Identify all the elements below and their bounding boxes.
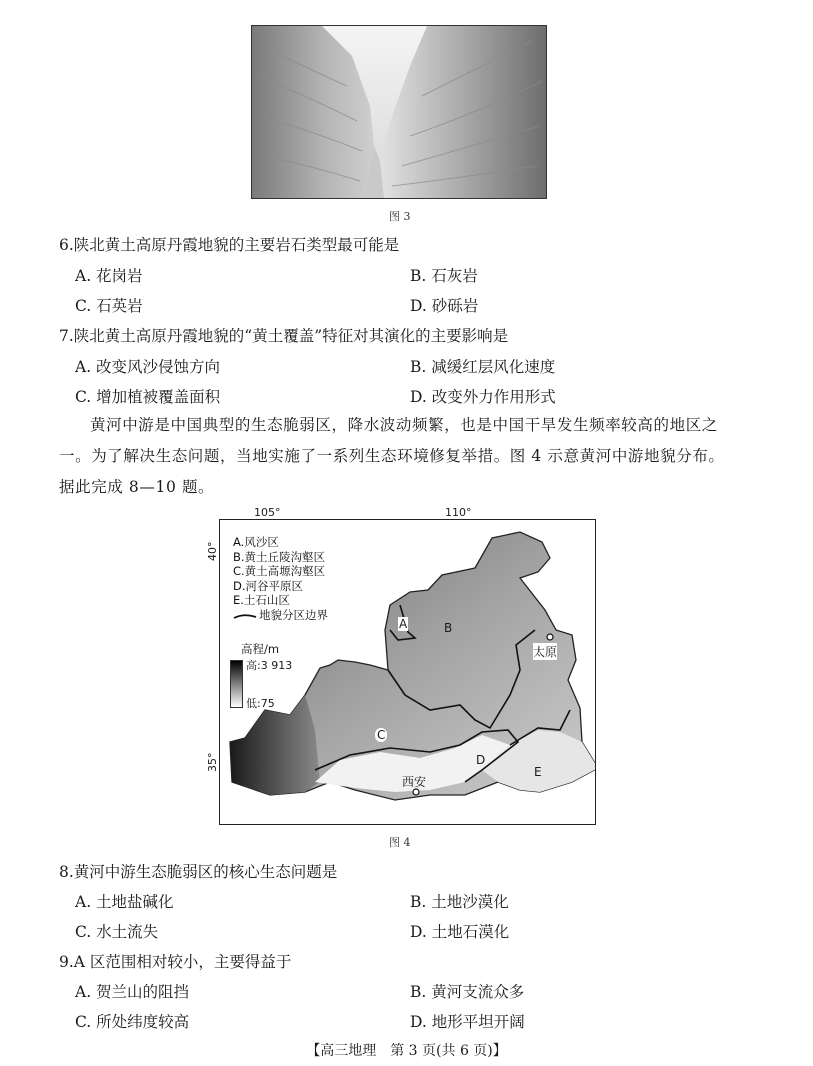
passage	[59, 410, 759, 503]
region-label-c: C	[377, 728, 386, 742]
legend-item-d: D.河谷平原区	[233, 578, 304, 593]
legend-item-b: B.黄土丘陵沟壑区	[233, 549, 326, 564]
lat-tick-35: 35°	[206, 752, 219, 772]
q9-option-b[interactable]: B. 黄河支流众多	[410, 983, 525, 1001]
q7-option-a[interactable]: A. 改变风沙侵蚀方向	[75, 358, 221, 376]
q7-option-c[interactable]: C. 增加植被覆盖面积	[75, 388, 221, 406]
passage-line-3: 据此完成 8—10 题。	[59, 478, 215, 496]
legend-item-e: E.土石山区	[233, 593, 290, 608]
lon-tick-105: 105°	[254, 506, 281, 519]
q8-option-b[interactable]: B. 土地沙漠化	[410, 893, 509, 911]
figure3-caption: 图 3	[389, 210, 411, 223]
page-footer: 【高三地理 第 3 页(共 6 页)】	[306, 1043, 507, 1059]
west-mountain-shade	[230, 695, 320, 795]
q6-option-c[interactable]: C. 石英岩	[75, 297, 143, 315]
map-legend	[233, 535, 328, 623]
passage-line-1: 黄河中游是中国典型的生态脆弱区，降水波动频繁，也是中国干旱发生频率较高的地区之	[90, 416, 718, 434]
question-9-stem: 9.A 区范围相对较小，主要得益于	[59, 953, 292, 971]
q9-option-a[interactable]: A. 贺兰山的阻挡	[75, 983, 190, 1001]
passage-line-2: 一。为了解决生态问题，当地实施了一系列生态环境修复举措。图 4 示意黄河中游地貌分布。	[59, 447, 725, 465]
city-label-taiyuan: 太原	[533, 645, 558, 659]
q7-option-b[interactable]: B. 减缓红层风化速度	[410, 358, 556, 376]
question-8-stem: 8.黄河中游生态脆弱区的核心生态问题是	[59, 863, 338, 881]
q6-option-a[interactable]: A. 花岗岩	[75, 267, 143, 285]
region-label-d: D	[476, 753, 486, 767]
legend-boundary-label: 地貌分区边界	[259, 607, 328, 622]
q9-option-c[interactable]: C. 所处纬度较高	[75, 1013, 190, 1031]
region-label-a: A	[399, 617, 408, 631]
region-label-e: E	[534, 765, 542, 779]
figure4-caption: 图 4	[389, 836, 411, 849]
q7-option-d[interactable]: D. 改变外力作用形式	[410, 388, 556, 406]
q8-option-c[interactable]: C. 水土流失	[75, 923, 159, 941]
question-6-stem: 6.陕北黄土高原丹霞地貌的主要岩石类型最可能是	[59, 236, 400, 254]
elevation-low: 低:75	[246, 697, 275, 710]
yellow-river-map	[219, 519, 596, 825]
city-label-xian: 西安	[402, 775, 427, 789]
region-label-b: B	[444, 621, 453, 635]
elevation-high: 高:3 913	[246, 659, 293, 672]
q6-option-b[interactable]: B. 石灰岩	[410, 267, 478, 285]
lat-tick-40: 40°	[206, 541, 219, 561]
legend-item-a: A.风沙区	[233, 535, 279, 549]
q9-option-d[interactable]: D. 地形平坦开阔	[410, 1013, 525, 1031]
canyon-photo	[251, 25, 547, 199]
elevation-title: 高程/m	[241, 642, 280, 656]
taiyuan-marker	[547, 634, 553, 640]
elevation-scale-bar	[230, 660, 243, 708]
q8-option-a[interactable]: A. 土地盐碱化	[75, 893, 174, 911]
q8-option-d[interactable]: D. 土地石漠化	[410, 923, 510, 941]
question-7-stem: 7.陕北黄土高原丹霞地貌的“黄土覆盖”特征对其演化的主要影响是	[59, 327, 509, 345]
q6-option-d[interactable]: D. 砂砾岩	[410, 297, 479, 315]
legend-item-c: C.黄土高塬沟壑区	[233, 564, 326, 579]
lon-tick-110: 110°	[445, 506, 472, 519]
